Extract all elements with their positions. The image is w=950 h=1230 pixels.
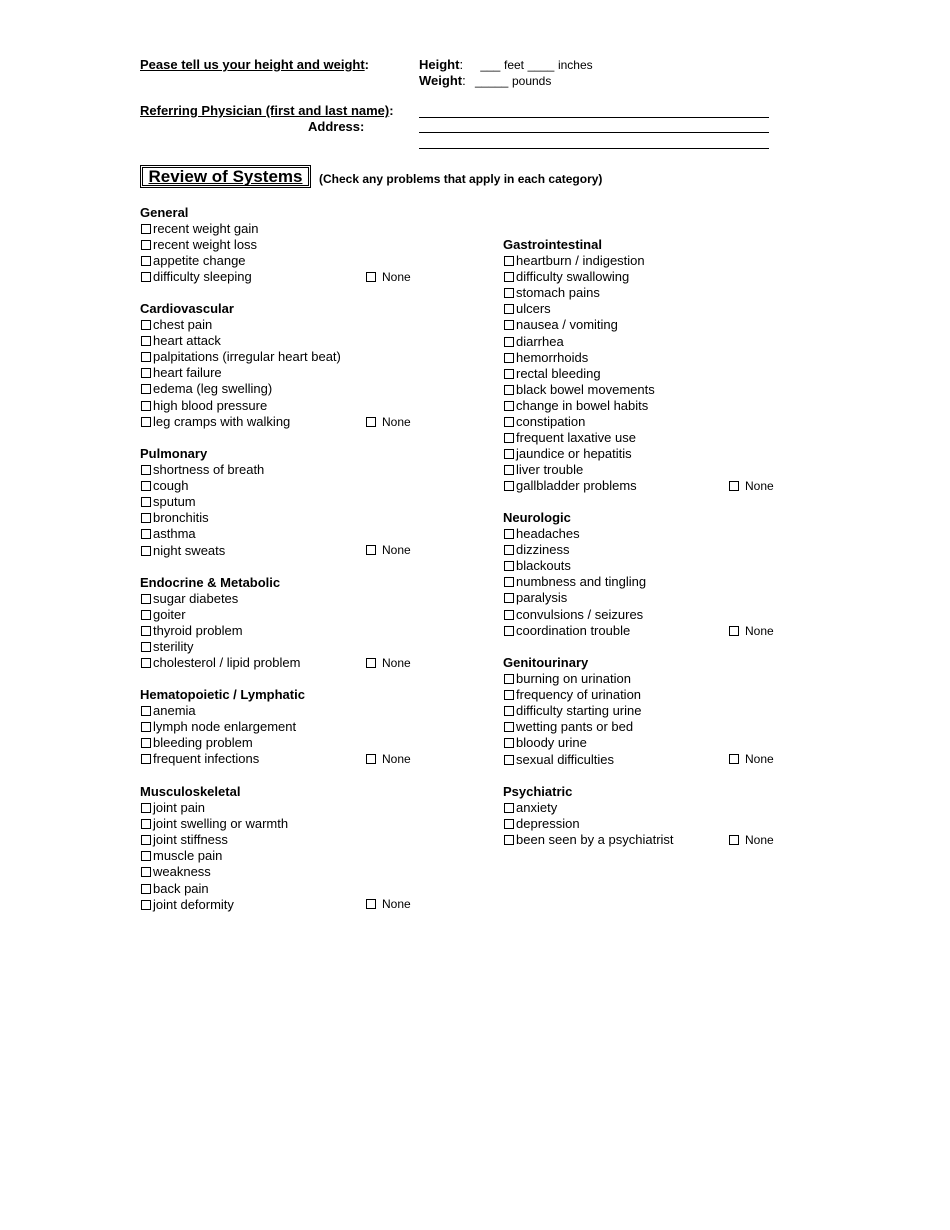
list-item[interactable] bbox=[140, 639, 300, 655]
section-neurologic bbox=[503, 510, 646, 639]
list-item[interactable] bbox=[140, 269, 259, 285]
item-label: muscle pain bbox=[153, 848, 223, 864]
pounds-unit: pounds bbox=[511, 74, 552, 88]
checkbox[interactable] bbox=[141, 417, 151, 427]
list-item[interactable] bbox=[503, 590, 646, 606]
section-title: Endocrine & Metabolic bbox=[140, 575, 281, 590]
list-item[interactable] bbox=[503, 301, 655, 317]
checkbox[interactable] bbox=[366, 658, 376, 668]
checkbox[interactable] bbox=[504, 755, 514, 765]
item-label: paralysis bbox=[516, 590, 568, 606]
item-label: sugar diabetes bbox=[153, 591, 239, 607]
section-genitourinary bbox=[503, 655, 642, 768]
list-item[interactable] bbox=[503, 816, 674, 832]
none-label: None bbox=[745, 479, 774, 493]
section-hematopoietic bbox=[140, 687, 305, 767]
none-genitourinary[interactable] bbox=[728, 752, 774, 766]
list-item[interactable] bbox=[503, 687, 642, 703]
list-item[interactable] bbox=[140, 542, 264, 558]
section-musculoskeletal bbox=[140, 784, 288, 913]
list-item[interactable] bbox=[140, 719, 305, 735]
item-label: nausea / vomiting bbox=[516, 317, 618, 333]
checkbox[interactable] bbox=[141, 240, 151, 250]
list-item[interactable] bbox=[503, 285, 655, 301]
physician-prompt bbox=[140, 103, 394, 118]
checkbox[interactable] bbox=[141, 722, 151, 732]
item-label: joint pain bbox=[153, 800, 206, 816]
checkbox[interactable] bbox=[141, 546, 151, 556]
item-label: joint deformity bbox=[153, 896, 234, 912]
checkbox[interactable] bbox=[504, 561, 514, 571]
checkbox[interactable] bbox=[504, 545, 514, 555]
item-label: chest pain bbox=[153, 317, 213, 333]
item-label: cough bbox=[153, 478, 189, 494]
colon: : bbox=[459, 57, 464, 72]
item-label: change in bowel habits bbox=[516, 397, 649, 413]
section-title: Hematopoietic / Lymphatic bbox=[140, 687, 305, 702]
list-item[interactable] bbox=[140, 317, 341, 333]
list-item[interactable] bbox=[140, 333, 341, 349]
checkbox[interactable] bbox=[504, 385, 514, 395]
item-label: cholesterol / lipid problem bbox=[153, 655, 301, 671]
none-label: None bbox=[382, 415, 411, 429]
none-label: None bbox=[745, 624, 774, 638]
none-label: None bbox=[745, 833, 774, 847]
weight-row bbox=[419, 73, 551, 88]
checkbox[interactable] bbox=[366, 272, 376, 282]
item-label: ulcers bbox=[516, 301, 551, 317]
list-item[interactable] bbox=[140, 414, 341, 430]
checkbox[interactable] bbox=[141, 738, 151, 748]
height-weight-label: Pease tell us your height and weight bbox=[140, 57, 365, 72]
item-label: numbness and tingling bbox=[516, 574, 647, 590]
section-title: Pulmonary bbox=[140, 446, 208, 461]
none-label: None bbox=[382, 897, 411, 911]
checkbox[interactable] bbox=[504, 288, 514, 298]
item-label: joint stiffness bbox=[153, 832, 228, 848]
checkbox[interactable] bbox=[141, 529, 151, 539]
checkbox[interactable] bbox=[141, 481, 151, 491]
list-item[interactable] bbox=[503, 366, 655, 382]
item-label: sputum bbox=[153, 494, 196, 510]
list-item[interactable] bbox=[503, 526, 646, 542]
checkbox[interactable] bbox=[504, 722, 514, 732]
height-weight-prompt bbox=[140, 57, 369, 72]
section-endocrine-metabolic bbox=[140, 575, 300, 671]
checkbox[interactable] bbox=[141, 900, 151, 910]
review-of-systems-box bbox=[140, 165, 311, 188]
item-label: depression bbox=[516, 816, 580, 832]
height-label: Height bbox=[419, 57, 460, 72]
item-label: heartburn / indigestion bbox=[516, 253, 645, 269]
checkbox[interactable] bbox=[141, 706, 151, 716]
list-item[interactable] bbox=[503, 333, 655, 349]
checkbox[interactable] bbox=[504, 417, 514, 427]
list-item[interactable] bbox=[140, 832, 288, 848]
none-label: None bbox=[382, 752, 411, 766]
item-label: blackouts bbox=[516, 558, 571, 574]
address-field-line-1[interactable] bbox=[419, 132, 769, 133]
item-label: rectal bleeding bbox=[516, 365, 601, 381]
checkbox[interactable] bbox=[141, 401, 151, 411]
checkbox[interactable] bbox=[729, 835, 739, 845]
item-label: thyroid problem bbox=[153, 623, 243, 639]
list-item[interactable] bbox=[503, 430, 655, 446]
checkbox[interactable] bbox=[504, 320, 514, 330]
section-psychiatric bbox=[503, 784, 674, 848]
checkbox[interactable] bbox=[504, 304, 514, 314]
none-label: None bbox=[382, 543, 411, 557]
list-item[interactable] bbox=[503, 462, 655, 478]
none-neurologic[interactable] bbox=[728, 624, 774, 638]
item-label: anemia bbox=[153, 703, 196, 719]
item-label: convulsions / seizures bbox=[516, 606, 644, 622]
checkbox[interactable] bbox=[141, 803, 151, 813]
item-label: weakness bbox=[153, 864, 211, 880]
item-label: black bowel movements bbox=[516, 381, 655, 397]
list-item[interactable] bbox=[140, 221, 259, 237]
checkbox[interactable] bbox=[141, 513, 151, 523]
section-title: Genitourinary bbox=[503, 655, 589, 670]
item-label: bronchitis bbox=[153, 510, 209, 526]
none-musculoskeletal[interactable] bbox=[365, 897, 411, 911]
checkbox[interactable] bbox=[504, 401, 514, 411]
checkbox[interactable] bbox=[366, 899, 376, 909]
checkbox[interactable] bbox=[504, 593, 514, 603]
list-item[interactable] bbox=[503, 269, 655, 285]
list-item[interactable] bbox=[503, 253, 655, 269]
list-item[interactable] bbox=[503, 800, 674, 816]
item-label: recent weight loss bbox=[153, 237, 258, 253]
list-item[interactable] bbox=[140, 751, 305, 767]
checkbox[interactable] bbox=[141, 352, 151, 362]
item-label: frequency of urination bbox=[516, 687, 642, 703]
item-label: bloody urine bbox=[516, 735, 587, 751]
inches-unit: inches bbox=[557, 58, 593, 72]
section-title: Psychiatric bbox=[503, 784, 573, 799]
item-label: joint swelling or warmth bbox=[153, 816, 289, 832]
review-of-systems-title: Review of Systems bbox=[142, 167, 309, 186]
item-label: difficulty swallowing bbox=[516, 269, 630, 285]
list-item[interactable] bbox=[503, 414, 655, 430]
checkbox[interactable] bbox=[504, 690, 514, 700]
checkbox[interactable] bbox=[504, 674, 514, 684]
list-item[interactable] bbox=[503, 382, 655, 398]
list-item[interactable] bbox=[140, 800, 288, 816]
list-item[interactable] bbox=[503, 671, 642, 687]
section-title: Musculoskeletal bbox=[140, 784, 241, 799]
item-label: shortness of breath bbox=[153, 462, 265, 478]
checkbox[interactable] bbox=[504, 369, 514, 379]
weight-label: Weight bbox=[419, 73, 463, 88]
section-title: General bbox=[140, 205, 189, 220]
item-label: burning on urination bbox=[516, 671, 631, 687]
item-label: wetting pants or bed bbox=[516, 719, 634, 735]
item-label: difficulty starting urine bbox=[516, 703, 642, 719]
review-instruction: (Check any problems that apply in each category) bbox=[319, 172, 603, 186]
checkbox[interactable] bbox=[504, 353, 514, 363]
checkbox[interactable] bbox=[504, 738, 514, 748]
checkbox[interactable] bbox=[141, 642, 151, 652]
list-item[interactable] bbox=[140, 816, 288, 832]
list-item[interactable] bbox=[503, 446, 655, 462]
checkbox[interactable] bbox=[141, 835, 151, 845]
list-item[interactable] bbox=[140, 365, 341, 381]
checkbox[interactable] bbox=[504, 433, 514, 443]
checkbox[interactable] bbox=[141, 626, 151, 636]
checkbox[interactable] bbox=[504, 819, 514, 829]
item-label: frequent laxative use bbox=[516, 430, 636, 446]
list-item[interactable] bbox=[503, 751, 642, 767]
weight-field[interactable]: _____ bbox=[474, 74, 509, 88]
checkbox[interactable] bbox=[141, 320, 151, 330]
checkbox[interactable] bbox=[366, 417, 376, 427]
checkbox[interactable] bbox=[729, 481, 739, 491]
item-label: liver trouble bbox=[516, 462, 584, 478]
list-item[interactable] bbox=[140, 381, 341, 397]
none-label: None bbox=[382, 656, 411, 670]
height-inches-field[interactable]: ____ bbox=[527, 58, 555, 72]
none-gastrointestinal[interactable] bbox=[728, 479, 774, 493]
list-item[interactable] bbox=[503, 623, 646, 639]
checkbox[interactable] bbox=[504, 610, 514, 620]
checkbox[interactable] bbox=[141, 497, 151, 507]
list-item[interactable] bbox=[140, 623, 300, 639]
colon: : bbox=[389, 103, 394, 118]
section-general bbox=[140, 205, 259, 285]
section-title: Cardiovascular bbox=[140, 301, 234, 316]
checkbox[interactable] bbox=[141, 754, 151, 764]
list-item[interactable] bbox=[503, 735, 642, 751]
colon: : bbox=[462, 73, 466, 88]
checkbox[interactable] bbox=[141, 658, 151, 668]
list-item[interactable] bbox=[140, 880, 288, 896]
list-item[interactable] bbox=[140, 494, 264, 510]
none-psychiatric[interactable] bbox=[728, 833, 774, 847]
none-hematopoietic[interactable] bbox=[365, 752, 411, 766]
checkbox[interactable] bbox=[366, 545, 376, 555]
checkbox[interactable] bbox=[504, 272, 514, 282]
none-cardiovascular[interactable] bbox=[365, 415, 411, 429]
checkbox[interactable] bbox=[504, 465, 514, 475]
item-label: dizziness bbox=[516, 542, 570, 558]
checkbox[interactable] bbox=[141, 867, 151, 877]
list-item[interactable] bbox=[140, 237, 259, 253]
list-item[interactable] bbox=[503, 719, 642, 735]
colon: : bbox=[364, 57, 369, 72]
item-label: edema (leg swelling) bbox=[153, 381, 273, 397]
section-cardiovascular bbox=[140, 301, 341, 430]
checkbox[interactable] bbox=[504, 835, 514, 845]
item-label: hemorrhoids bbox=[516, 349, 589, 365]
checkbox[interactable] bbox=[141, 256, 151, 266]
item-label: gallbladder problems bbox=[516, 478, 637, 494]
item-label: lymph node enlargement bbox=[153, 719, 297, 735]
list-item[interactable] bbox=[503, 832, 674, 848]
item-label: sterility bbox=[153, 639, 194, 655]
item-label: night sweats bbox=[153, 542, 226, 558]
item-label: high blood pressure bbox=[153, 397, 268, 413]
item-label: constipation bbox=[516, 413, 586, 429]
list-item[interactable] bbox=[140, 735, 305, 751]
item-label: back pain bbox=[153, 880, 209, 896]
item-label: leg cramps with walking bbox=[153, 413, 291, 429]
item-label: bleeding problem bbox=[153, 735, 253, 751]
item-label: diarrhea bbox=[516, 333, 564, 349]
list-item[interactable] bbox=[140, 349, 341, 365]
checkbox[interactable] bbox=[504, 529, 514, 539]
checkbox[interactable] bbox=[141, 610, 151, 620]
address-label: Address: bbox=[308, 119, 365, 134]
checkbox[interactable] bbox=[504, 337, 514, 347]
list-item[interactable] bbox=[140, 526, 264, 542]
item-label: coordination trouble bbox=[516, 622, 631, 638]
list-item[interactable] bbox=[503, 317, 655, 333]
list-item[interactable] bbox=[503, 703, 642, 719]
height-row bbox=[419, 57, 593, 72]
checkbox[interactable] bbox=[504, 449, 514, 459]
none-general[interactable] bbox=[365, 270, 411, 284]
list-item[interactable] bbox=[503, 478, 655, 494]
checkbox[interactable] bbox=[141, 368, 151, 378]
checkbox[interactable] bbox=[504, 803, 514, 813]
checkbox[interactable] bbox=[729, 626, 739, 636]
item-label: recent weight gain bbox=[153, 221, 259, 237]
item-label: goiter bbox=[153, 607, 186, 623]
item-label: asthma bbox=[153, 526, 196, 542]
checkbox[interactable] bbox=[141, 336, 151, 346]
list-item[interactable] bbox=[503, 350, 655, 366]
checkbox[interactable] bbox=[729, 754, 739, 764]
section-title: Gastrointestinal bbox=[503, 237, 602, 252]
none-label: None bbox=[745, 752, 774, 766]
checkbox[interactable] bbox=[141, 819, 151, 829]
list-item[interactable] bbox=[140, 607, 300, 623]
item-label: headaches bbox=[516, 526, 580, 542]
list-item[interactable] bbox=[503, 542, 646, 558]
checkbox[interactable] bbox=[141, 884, 151, 894]
checkbox[interactable] bbox=[504, 626, 514, 636]
list-item[interactable] bbox=[140, 591, 300, 607]
feet-unit: feet bbox=[503, 58, 524, 72]
list-item[interactable] bbox=[503, 558, 646, 574]
item-label: appetite change bbox=[153, 253, 246, 269]
checkbox[interactable] bbox=[504, 256, 514, 266]
physician-name-field[interactable] bbox=[419, 117, 769, 118]
list-item[interactable] bbox=[140, 462, 264, 478]
physician-label: Referring Physician (first and last name) bbox=[140, 103, 390, 118]
list-item[interactable] bbox=[140, 848, 288, 864]
list-item[interactable] bbox=[503, 398, 655, 414]
checkbox[interactable] bbox=[141, 851, 151, 861]
height-feet-field[interactable]: ___ bbox=[480, 58, 501, 72]
none-endocrine[interactable] bbox=[365, 656, 411, 670]
checkbox[interactable] bbox=[141, 465, 151, 475]
checkbox[interactable] bbox=[366, 754, 376, 764]
list-item[interactable] bbox=[503, 574, 646, 590]
list-item[interactable] bbox=[503, 606, 646, 622]
checkbox[interactable] bbox=[141, 224, 151, 234]
item-label: stomach pains bbox=[516, 285, 600, 301]
item-label: heart failure bbox=[153, 365, 222, 381]
none-pulmonary[interactable] bbox=[365, 543, 411, 557]
item-label: frequent infections bbox=[153, 751, 260, 767]
list-item[interactable] bbox=[140, 897, 288, 913]
item-label: heart attack bbox=[153, 333, 221, 349]
list-item[interactable] bbox=[140, 864, 288, 880]
checkbox[interactable] bbox=[141, 272, 151, 282]
item-label: difficulty sleeping bbox=[153, 269, 252, 285]
list-item[interactable] bbox=[140, 703, 305, 719]
checkbox[interactable] bbox=[504, 577, 514, 587]
item-label: been seen by a psychiatrist bbox=[516, 832, 674, 848]
list-item[interactable] bbox=[140, 510, 264, 526]
list-item[interactable] bbox=[140, 253, 259, 269]
section-pulmonary bbox=[140, 446, 264, 559]
address-field-line-2[interactable] bbox=[419, 148, 769, 149]
none-label: None bbox=[382, 270, 411, 284]
checkbox[interactable] bbox=[504, 706, 514, 716]
item-label: anxiety bbox=[516, 800, 558, 816]
list-item[interactable] bbox=[140, 397, 341, 413]
section-gastrointestinal bbox=[503, 237, 655, 494]
checkbox[interactable] bbox=[141, 384, 151, 394]
item-label: sexual difficulties bbox=[516, 751, 615, 767]
item-label: palpitations (irregular heart beat) bbox=[153, 349, 341, 365]
item-label: jaundice or hepatitis bbox=[516, 446, 632, 462]
checkbox[interactable] bbox=[504, 481, 514, 491]
section-title: Neurologic bbox=[503, 510, 571, 525]
list-item[interactable] bbox=[140, 478, 264, 494]
list-item[interactable] bbox=[140, 655, 300, 671]
checkbox[interactable] bbox=[141, 594, 151, 604]
